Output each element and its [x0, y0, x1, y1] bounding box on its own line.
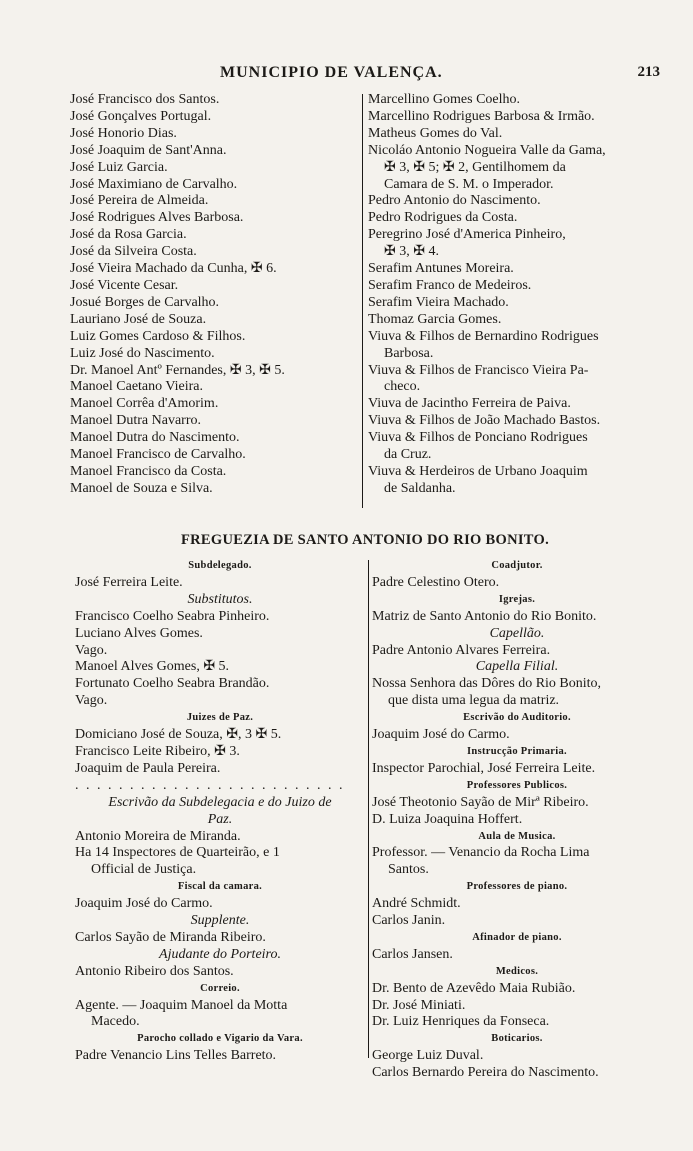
- list-item: Manoel Dutra do Nascimento.: [70, 430, 240, 446]
- list-item-continuation: da Cruz.: [384, 447, 432, 463]
- list-item: Manoel Caetano Vieira.: [70, 379, 204, 395]
- list-item: Manoel Francisco da Costa.: [70, 463, 227, 479]
- column-divider: [368, 560, 369, 1058]
- list-item: Carlos Sayão de Miranda Ribeiro.: [75, 929, 266, 945]
- subheading: Igrejas.: [498, 593, 536, 605]
- list-item-continuation: que dista uma legua da matriz.: [388, 693, 560, 709]
- list-item: Pedro Rodrigues da Costa.: [368, 210, 518, 226]
- list-item-continuation: Camara de S. M. o Imperador.: [384, 176, 554, 192]
- page-title: MUNICIPIO DE VALENÇA.: [220, 64, 443, 81]
- list-item: Carlos Janin.: [372, 913, 446, 929]
- list-item: José Vicente Cesar.: [70, 277, 179, 293]
- list-item: Francisco Coelho Seabra Pinheiro.: [75, 608, 270, 624]
- list-item: Professor. — Venancio da Rocha Lima: [372, 845, 590, 861]
- list-item: Viuva & Filhos de João Machado Bastos.: [368, 413, 601, 429]
- subheading: Boticarios.: [491, 1033, 543, 1045]
- list-item: José Honorio Dias.: [70, 125, 177, 141]
- list-item: Nicoláo Antonio Nogueira Valle da Gama,: [368, 142, 606, 158]
- list-item-continuation: Macedo.: [91, 1014, 140, 1030]
- list-item: Manoel Francisco de Carvalho.: [70, 447, 246, 463]
- list-item: Vago.: [75, 642, 108, 658]
- list-item: Dr. Luiz Henriques da Fonseca.: [372, 1014, 550, 1030]
- subheading: Substitutos.: [187, 591, 253, 607]
- list-item: José Rodrigues Alves Barbosa.: [70, 210, 244, 226]
- list-item: Antonio Moreira de Miranda.: [75, 828, 241, 844]
- section-heading: FREGUEZIA DE SANTO ANTONIO DO RIO BONITO.: [180, 532, 550, 548]
- list-item: Manoel de Souza e Silva.: [70, 480, 213, 496]
- list-item: Peregrino José d'America Pinheiro,: [368, 227, 566, 243]
- section2-left-column: [75, 558, 365, 1065]
- list-item: José Joaquim de Sant'Anna.: [70, 142, 227, 158]
- subheading: Capella Filial.: [475, 659, 559, 675]
- subheading: Fiscal da camara.: [177, 881, 263, 893]
- list-item-continuation: Barbosa.: [384, 345, 434, 361]
- list-item: Matriz de Santo Antonio do Rio Bonito.: [372, 608, 597, 624]
- page-header: [70, 64, 660, 86]
- subheading: Ajudante do Porteiro.: [159, 946, 281, 962]
- subheading: Instrucção Primaria.: [467, 745, 567, 757]
- list-item: Viuva & Herdeiros de Urbano Joaquim: [368, 463, 588, 479]
- list-item: Thomaz Garcia Gomes.: [368, 311, 502, 327]
- list-item: José da Rosa Garcia.: [70, 227, 187, 243]
- list-item: Nossa Senhora das Dôres do Rio Bonito,: [372, 676, 602, 692]
- list-item: José Luiz Garcia.: [70, 159, 168, 175]
- list-item-continuation: Official de Justiça.: [91, 862, 197, 878]
- list-item-continuation: Santos.: [388, 862, 429, 878]
- section2-right-column: [372, 558, 662, 1082]
- subheading: Professores Publicos.: [466, 779, 568, 791]
- list-item: Viuva & Filhos de Francisco Vieira Pa-: [368, 362, 589, 378]
- list-item: Agente. — Joaquim Manoel da Motta: [75, 997, 288, 1013]
- subheading: Capellão.: [489, 625, 545, 641]
- list-item: José Pereira de Almeida.: [70, 193, 209, 209]
- list-item: Joaquim José do Carmo.: [372, 727, 510, 743]
- list-item: Luiz José do Nascimento.: [70, 345, 215, 361]
- list-item: Pedro Antonio do Nascimento.: [368, 193, 541, 209]
- list-item: Viuva & Filhos de Bernardino Rodrigues: [368, 328, 599, 344]
- list-item: Carlos Jansen.: [372, 946, 453, 962]
- list-item: Marcellino Gomes Coelho.: [368, 92, 521, 107]
- list-item: Joaquim José do Carmo.: [75, 896, 213, 912]
- subheading: Escrivão do Auditorio.: [463, 712, 571, 724]
- list-item: Serafim Antunes Moreira.: [368, 261, 514, 277]
- page-number: 213: [637, 64, 660, 80]
- list-item: José Ferreira Leite.: [75, 574, 183, 590]
- subheading: Correio.: [200, 982, 240, 994]
- list-item: George Luiz Duval.: [372, 1048, 484, 1064]
- list-item: Matheus Gomes do Val.: [368, 125, 503, 141]
- list-item: Fortunato Coelho Seabra Brandão.: [75, 676, 270, 692]
- list-item: Padre Celestino Otero.: [372, 574, 500, 590]
- list-item: José Gonçalves Portugal.: [70, 108, 212, 124]
- list-item: Manoel Corrêa d'Amorim.: [70, 396, 219, 412]
- subheading: Paz.: [207, 811, 233, 827]
- list-item: D. Luiza Joaquina Hoffert.: [372, 811, 523, 827]
- column-divider: [362, 94, 363, 508]
- list-item: Josué Borges de Carvalho.: [70, 294, 220, 310]
- list-item: Luiz Gomes Cardoso & Filhos.: [70, 328, 246, 344]
- list-item-continuation: ✠ 3, ✠ 4.: [384, 244, 439, 260]
- section1-left-column: [70, 92, 358, 498]
- list-item: Serafim Vieira Machado.: [368, 294, 509, 310]
- subheading: Parocho collado e Vigario da Vara.: [137, 1033, 303, 1045]
- list-item: Padre Venancio Lins Telles Barreto.: [75, 1048, 277, 1064]
- list-item: André Schmidt.: [372, 896, 461, 912]
- list-item: Carlos Bernardo Pereira do Nascimento.: [372, 1065, 599, 1081]
- subheading: Coadjutor.: [491, 560, 543, 571]
- list-item: José Francisco dos Santos.: [70, 92, 220, 107]
- subheading: Escrivão da Subdelegacia e do Juizo de: [108, 794, 332, 810]
- subheading: Afinador de piano.: [472, 931, 562, 943]
- list-item: Joaquim de Paula Pereira.: [75, 760, 221, 776]
- subheading: Subdelegado.: [188, 560, 252, 571]
- list-item: Serafim Franco de Medeiros.: [368, 277, 532, 293]
- section1-right-column: [368, 92, 663, 498]
- list-item: José Vieira Machado da Cunha, ✠ 6.: [70, 261, 277, 277]
- list-item-continuation: ✠ 3, ✠ 5; ✠ 2, Gentilhomem da: [384, 159, 566, 175]
- list-item: Lauriano José de Souza.: [70, 311, 207, 327]
- list-item: Vago.: [75, 693, 108, 709]
- list-item: Dr. Manoel Antº Fernandes, ✠ 3, ✠ 5.: [70, 362, 285, 378]
- list-item: Viuva & Filhos de Ponciano Rodrigues: [368, 430, 588, 446]
- list-item: Manoel Alves Gomes, ✠ 5.: [75, 659, 230, 675]
- subheading: Professores de piano.: [466, 881, 568, 893]
- subheading: Aula de Musica.: [478, 830, 556, 842]
- list-item: Viuva de Jacintho Ferreira de Paiva.: [368, 396, 571, 412]
- list-item: Marcellino Rodrigues Barbosa & Irmão.: [368, 108, 595, 124]
- list-item: Dr. Bento de Azevêdo Maia Rubião.: [372, 980, 576, 996]
- subheading: Supplente.: [190, 913, 250, 929]
- list-item: Domiciano José de Souza, ✠, 3 ✠ 5.: [75, 727, 282, 743]
- list-item: Dr. José Miniati.: [372, 997, 466, 1013]
- subheading: Medicos.: [495, 965, 539, 977]
- list-item: Manoel Dutra Navarro.: [70, 413, 202, 429]
- list-item: José da Silveira Costa.: [70, 244, 197, 260]
- list-item-continuation: de Saldanha.: [384, 480, 456, 496]
- list-item: Ha 14 Inspectores de Quarteirão, e 1: [75, 845, 280, 861]
- list-item: José Maximiano de Carvalho.: [70, 176, 238, 192]
- list-item: Francisco Leite Ribeiro, ✠ 3.: [75, 743, 240, 759]
- list-item: Padre Antonio Alvares Ferreira.: [372, 642, 551, 658]
- list-item: Antonio Ribeiro dos Santos.: [75, 963, 234, 979]
- list-item: José Theotonio Sayão de Mirª Ribeiro.: [372, 794, 589, 810]
- dotted-separator: . . . . . . . . . . . . . . . . . . . . . . . . .: [75, 777, 345, 793]
- list-item: Inspector Parochial, José Ferreira Leite.: [372, 760, 596, 776]
- subheading: Juizes de Paz.: [186, 712, 254, 724]
- list-item-continuation: checo.: [384, 379, 421, 395]
- list-item: Luciano Alves Gomes.: [75, 625, 203, 641]
